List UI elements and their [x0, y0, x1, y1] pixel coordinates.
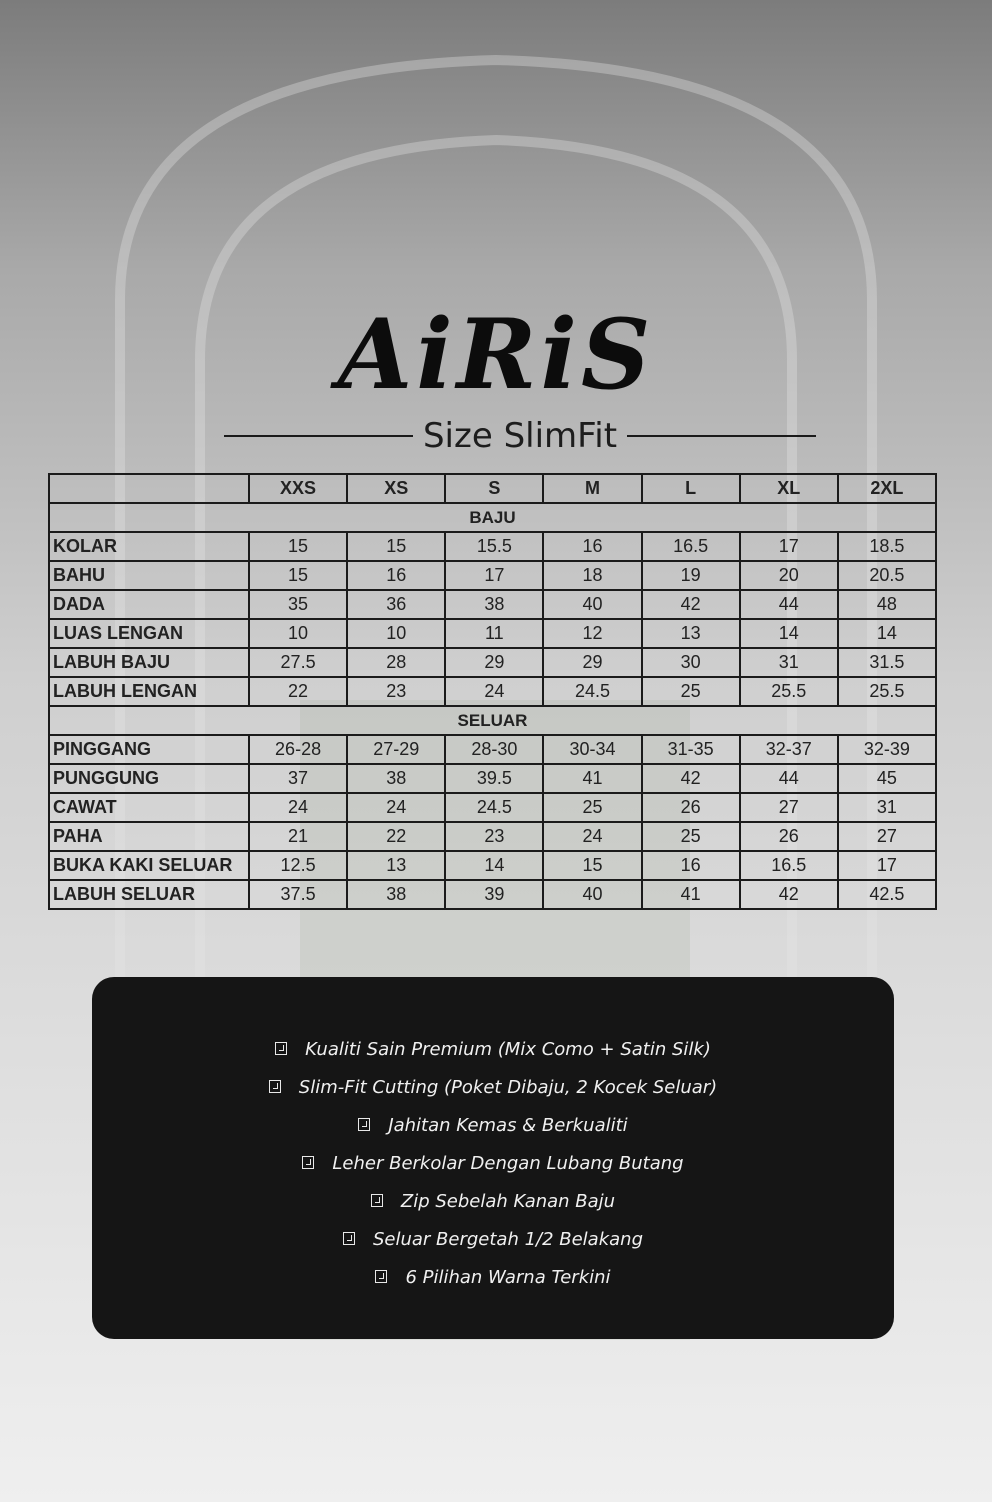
- measurement-value: 29: [543, 648, 641, 677]
- measurement-value: 14: [740, 619, 838, 648]
- measurement-value: 35: [249, 590, 347, 619]
- measurement-value: 41: [543, 764, 641, 793]
- measurement-value: 25.5: [740, 677, 838, 706]
- measurement-value: 18.5: [838, 532, 936, 561]
- measurement-value: 28: [347, 648, 445, 677]
- header-corner: [49, 474, 249, 503]
- measurement-value: 40: [543, 880, 641, 909]
- measurement-value: 25: [543, 793, 641, 822]
- measurement-value: 16.5: [642, 532, 740, 561]
- measurement-value: 25: [642, 822, 740, 851]
- measurement-value: 38: [445, 590, 543, 619]
- measurement-value: 42.5: [838, 880, 936, 909]
- size-header: M: [543, 474, 641, 503]
- measurement-value: 32-39: [838, 735, 936, 764]
- feature-text: Leher Berkolar Dengan Lubang Butang: [332, 1152, 684, 1174]
- checkbox-icon: [302, 1156, 314, 1169]
- measurement-value: 26: [642, 793, 740, 822]
- measurement-label: CAWAT: [49, 793, 249, 822]
- measurement-value: 29: [445, 648, 543, 677]
- measurement-label: PAHA: [49, 822, 249, 851]
- measurement-value: 17: [740, 532, 838, 561]
- measurement-value: 27-29: [347, 735, 445, 764]
- measurement-value: 31.5: [838, 648, 936, 677]
- feature-text: Kualiti Sain Premium (Mix Como + Satin Silk): [305, 1038, 711, 1060]
- size-header: L: [642, 474, 740, 503]
- measurement-value: 16: [642, 851, 740, 880]
- measurement-value: 27.5: [249, 648, 347, 677]
- section-row: [49, 503, 936, 532]
- measurement-value: 44: [740, 590, 838, 619]
- feature-item: [92, 1220, 894, 1258]
- measurement-value: 42: [642, 590, 740, 619]
- table-row: [49, 793, 936, 822]
- size-header-row: [49, 474, 936, 503]
- measurement-value: 38: [347, 880, 445, 909]
- measurement-label: PINGGANG: [49, 735, 249, 764]
- subtitle-row: [224, 412, 816, 460]
- measurement-value: 13: [347, 851, 445, 880]
- measurement-label: KOLAR: [49, 532, 249, 561]
- measurement-value: 39: [445, 880, 543, 909]
- measurement-value: 14: [445, 851, 543, 880]
- measurement-value: 31: [740, 648, 838, 677]
- measurement-value: 30: [642, 648, 740, 677]
- section-title: BAJU: [49, 503, 936, 532]
- measurement-value: 12.5: [249, 851, 347, 880]
- checkbox-icon: [358, 1118, 370, 1131]
- feature-item: [92, 1258, 894, 1296]
- measurement-value: 24: [543, 822, 641, 851]
- size-header: S: [445, 474, 543, 503]
- measurement-value: 20.5: [838, 561, 936, 590]
- feature-item: [92, 1068, 894, 1106]
- table-row: [49, 532, 936, 561]
- measurement-value: 31-35: [642, 735, 740, 764]
- measurement-value: 36: [347, 590, 445, 619]
- section-title: SELUAR: [49, 706, 936, 735]
- section-row: [49, 706, 936, 735]
- measurement-value: 16: [543, 532, 641, 561]
- feature-item: [92, 1106, 894, 1144]
- measurement-value: 25: [642, 677, 740, 706]
- measurement-value: 13: [642, 619, 740, 648]
- measurement-value: 44: [740, 764, 838, 793]
- measurement-value: 12: [543, 619, 641, 648]
- measurement-value: 28-30: [445, 735, 543, 764]
- feature-item: [92, 1144, 894, 1182]
- measurement-value: 45: [838, 764, 936, 793]
- measurement-value: 30-34: [543, 735, 641, 764]
- feature-item: [92, 1182, 894, 1220]
- subtitle-left-rule: [224, 435, 413, 437]
- checkbox-icon: [343, 1232, 355, 1245]
- measurement-value: 23: [347, 677, 445, 706]
- measurement-value: 15: [249, 561, 347, 590]
- measurement-value: 38: [347, 764, 445, 793]
- feature-item: [92, 1030, 894, 1068]
- measurement-value: 42: [740, 880, 838, 909]
- measurement-value: 31: [838, 793, 936, 822]
- table-row: [49, 851, 936, 880]
- measurement-label: LABUH LENGAN: [49, 677, 249, 706]
- features-panel: [92, 977, 894, 1339]
- measurement-value: 18: [543, 561, 641, 590]
- subtitle-right-rule: [627, 435, 816, 437]
- checkbox-icon: [375, 1270, 387, 1283]
- measurement-label: PUNGGUNG: [49, 764, 249, 793]
- size-header: XL: [740, 474, 838, 503]
- measurement-value: 25.5: [838, 677, 936, 706]
- size-header: XS: [347, 474, 445, 503]
- feature-text: Seluar Bergetah 1/2 Belakang: [372, 1228, 644, 1250]
- measurement-value: 24.5: [445, 793, 543, 822]
- table-row: [49, 590, 936, 619]
- feature-text: Slim-Fit Cutting (Poket Dibaju, 2 Kocek Seluar): [298, 1076, 718, 1098]
- measurement-value: 15.5: [445, 532, 543, 561]
- measurement-label: BAHU: [49, 561, 249, 590]
- measurement-value: 10: [249, 619, 347, 648]
- measurement-value: 24.5: [543, 677, 641, 706]
- measurement-value: 32-37: [740, 735, 838, 764]
- measurement-value: 24: [445, 677, 543, 706]
- measurement-value: 15: [347, 532, 445, 561]
- measurement-label: LABUH SELUAR: [49, 880, 249, 909]
- measurement-value: 37: [249, 764, 347, 793]
- measurement-label: BUKA KAKI SELUAR: [49, 851, 249, 880]
- size-header: 2XL: [838, 474, 936, 503]
- measurement-value: 24: [347, 793, 445, 822]
- measurement-value: 19: [642, 561, 740, 590]
- measurement-value: 20: [740, 561, 838, 590]
- measurement-value: 27: [838, 822, 936, 851]
- feature-text: 6 Pilihan Warna Terkini: [405, 1266, 611, 1288]
- measurement-value: 37.5: [249, 880, 347, 909]
- measurement-value: 16.5: [740, 851, 838, 880]
- table-row: [49, 735, 936, 764]
- measurement-value: 26: [740, 822, 838, 851]
- measurement-value: 22: [347, 822, 445, 851]
- checkbox-icon: [371, 1194, 383, 1207]
- measurement-value: 17: [445, 561, 543, 590]
- measurement-value: 48: [838, 590, 936, 619]
- measurement-value: 15: [249, 532, 347, 561]
- table-row: [49, 764, 936, 793]
- measurement-value: 14: [838, 619, 936, 648]
- measurement-value: 11: [445, 619, 543, 648]
- measurement-value: 24: [249, 793, 347, 822]
- measurement-value: 15: [543, 851, 641, 880]
- size-header: XXS: [249, 474, 347, 503]
- subtitle: Size SlimFit: [422, 416, 618, 456]
- measurement-value: 23: [445, 822, 543, 851]
- measurement-value: 10: [347, 619, 445, 648]
- checkbox-icon: [275, 1042, 287, 1055]
- feature-text: Jahitan Kemas & Berkualiti: [388, 1114, 628, 1136]
- measurement-value: 40: [543, 590, 641, 619]
- table-row: [49, 880, 936, 909]
- table-row: [49, 822, 936, 851]
- measurement-label: LUAS LENGAN: [49, 619, 249, 648]
- measurement-value: 16: [347, 561, 445, 590]
- feature-text: Zip Sebelah Kanan Baju: [400, 1190, 616, 1212]
- measurement-value: 41: [642, 880, 740, 909]
- table-row: [49, 561, 936, 590]
- size-chart-table: [48, 473, 937, 910]
- measurement-value: 21: [249, 822, 347, 851]
- measurement-value: 17: [838, 851, 936, 880]
- measurement-label: DADA: [49, 590, 249, 619]
- measurement-value: 22: [249, 677, 347, 706]
- table-row: [49, 677, 936, 706]
- brand-logo: AiRiS: [337, 298, 655, 411]
- measurement-value: 39.5: [445, 764, 543, 793]
- checkbox-icon: [269, 1080, 281, 1093]
- table-row: [49, 648, 936, 677]
- table-row: [49, 619, 936, 648]
- measurement-value: 26-28: [249, 735, 347, 764]
- measurement-label: LABUH BAJU: [49, 648, 249, 677]
- measurement-value: 27: [740, 793, 838, 822]
- measurement-value: 42: [642, 764, 740, 793]
